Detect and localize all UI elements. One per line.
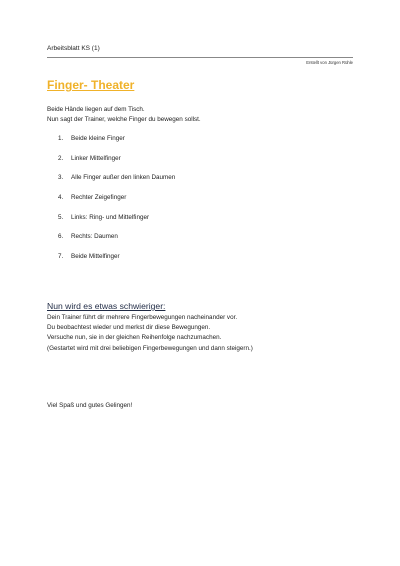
list-item [58,135,175,155]
exercise-list [58,135,175,273]
list-item [58,253,175,273]
intro-line: Beide Hände liegen auf dem Tisch. [47,106,145,113]
header-divider [47,57,353,58]
list-item [58,174,175,194]
section-heading: Nun wird es etwas schwieriger: [47,301,166,311]
list-item-number: 1. [58,135,64,142]
list-item-text: Alle Finger außer den linken Daumen [71,174,176,182]
section-line: Dein Trainer führt dir mehrere Fingerbewegungen nacheinander vor. [47,314,238,321]
list-item [58,155,175,175]
page-title: Finger- Theater [47,78,135,92]
author-credit: Erstellt von Jürgen Rühle [306,60,353,65]
list-item [58,233,175,253]
list-item-number: 3. [58,174,64,182]
section-line: Du beobachtest wieder und merkst dir diese Bewegungen. [47,324,211,332]
list-item-number: 5. [58,213,64,221]
intro-text [47,105,201,125]
header-title: Arbeitsblatt KS (1) [47,45,100,52]
list-item-text: Beide Mittelfinger [71,253,120,261]
list-item-number: 6. [58,233,64,241]
list-item [58,194,175,214]
closing-text: Viel Spaß und gutes Gelingen! [47,402,133,409]
intro-line: Nun sagt der Trainer, welche Finger du bewegen sollst. [47,116,201,123]
list-item-text: Rechts: Daumen [71,233,118,241]
list-item-text: Rechter Zeigefinger [71,194,127,202]
section-text [47,313,253,354]
list-item-text: Beide kleine Finger [71,135,125,142]
list-item-text: Linker Mittelfinger [71,154,121,162]
list-item-number: 2. [58,154,64,162]
section-line: (Gestartet wird mit drei beliebigen Fingerbewegungen und dann steigern.) [47,344,253,352]
list-item-number: 4. [58,194,64,202]
list-item-number: 7. [58,253,64,261]
list-item-text: Links: Ring- und Mittelfinger [71,213,150,221]
section-line: Versuche nun, sie in der gleichen Reihenfolge nachzumachen. [47,334,222,342]
list-item [58,214,175,234]
